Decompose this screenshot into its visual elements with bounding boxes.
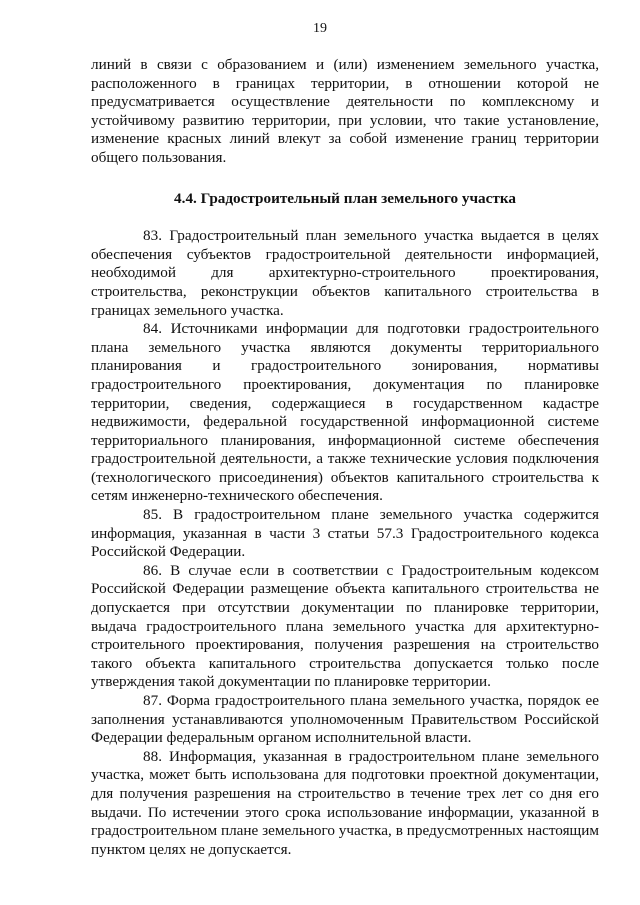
paragraph-85: 85. В градостроительном плане земельного участка содержится информация, указанная в части 3 статьи 57.3 Градостроительного кодекса Российской Федерации. [91, 506, 599, 561]
paragraph-86: 86. В случае если в соответствии с Градостроительным кодексом Российской Федерации размещение объекта капитального строительства не допускается при отсутствии документации по планировке территории, выдача градостроительного плана земельного участка для архитектурно-строительного проектирования, получения разрешения на строительство такого объекта капитального строительства допускается только после утверждения такой документации по планировке территории. [91, 561, 599, 691]
document-body [91, 56, 599, 859]
section-heading: 4.4. Градостроительный план земельного участка [174, 189, 516, 207]
paragraph-87: 87. Форма градостроительного плана земельного участка, порядок ее заполнения устанавливаются уполномоченным Правительством Российской Федерации федеральным органом исполнительной власти. [91, 692, 599, 747]
paragraph-83: 83. Градостроительный план земельного участка выдается в целях обеспечения субъектов градостроительной деятельности информацией, необходимой для архитектурно-строительного проектирования, строительства, реконструкции объектов капитального строительства в границах земельного участка. [91, 227, 599, 319]
intro-paragraph: линий в связи с образованием и (или) изменением земельного участка, расположенного в границах территории, в отношении которой не предусматривается осуществление деятельности по комплексному и устойчивому развитию территории, при условии, что такие установление, изменение красных линий влекут за собой изменение границ территории общего пользования. [91, 56, 599, 166]
paragraph-88: 88. Информация, указанная в градостроительном плане земельного участка, может быть использована для подготовки проектной документации, для получения разрешения на строительство в течение трех лет со дня его выдачи. По истечении этого срока использование информации, указанной в градостроительном плане земельного участка, в предусмотренных настоящим пунктом целях не допускается. [91, 747, 599, 858]
paragraph-84: 84. Источниками информации для подготовки градостроительного плана земельного участка являются документы территориального планирования и градостроительного зонирования, нормативы градостроительного проектирования, документация по планировке территории, сведения, содержащиеся в государственном кадастре недвижимости, федеральной государственной информационной системе территориального планирования, информационной системе обеспечения градостроительной деятельности, а также технические условия подключения (технологического присоединения) объектов капитального строительства к сетям инженерно-технического обеспечения. [91, 320, 599, 505]
page-number: 19 [313, 21, 327, 36]
